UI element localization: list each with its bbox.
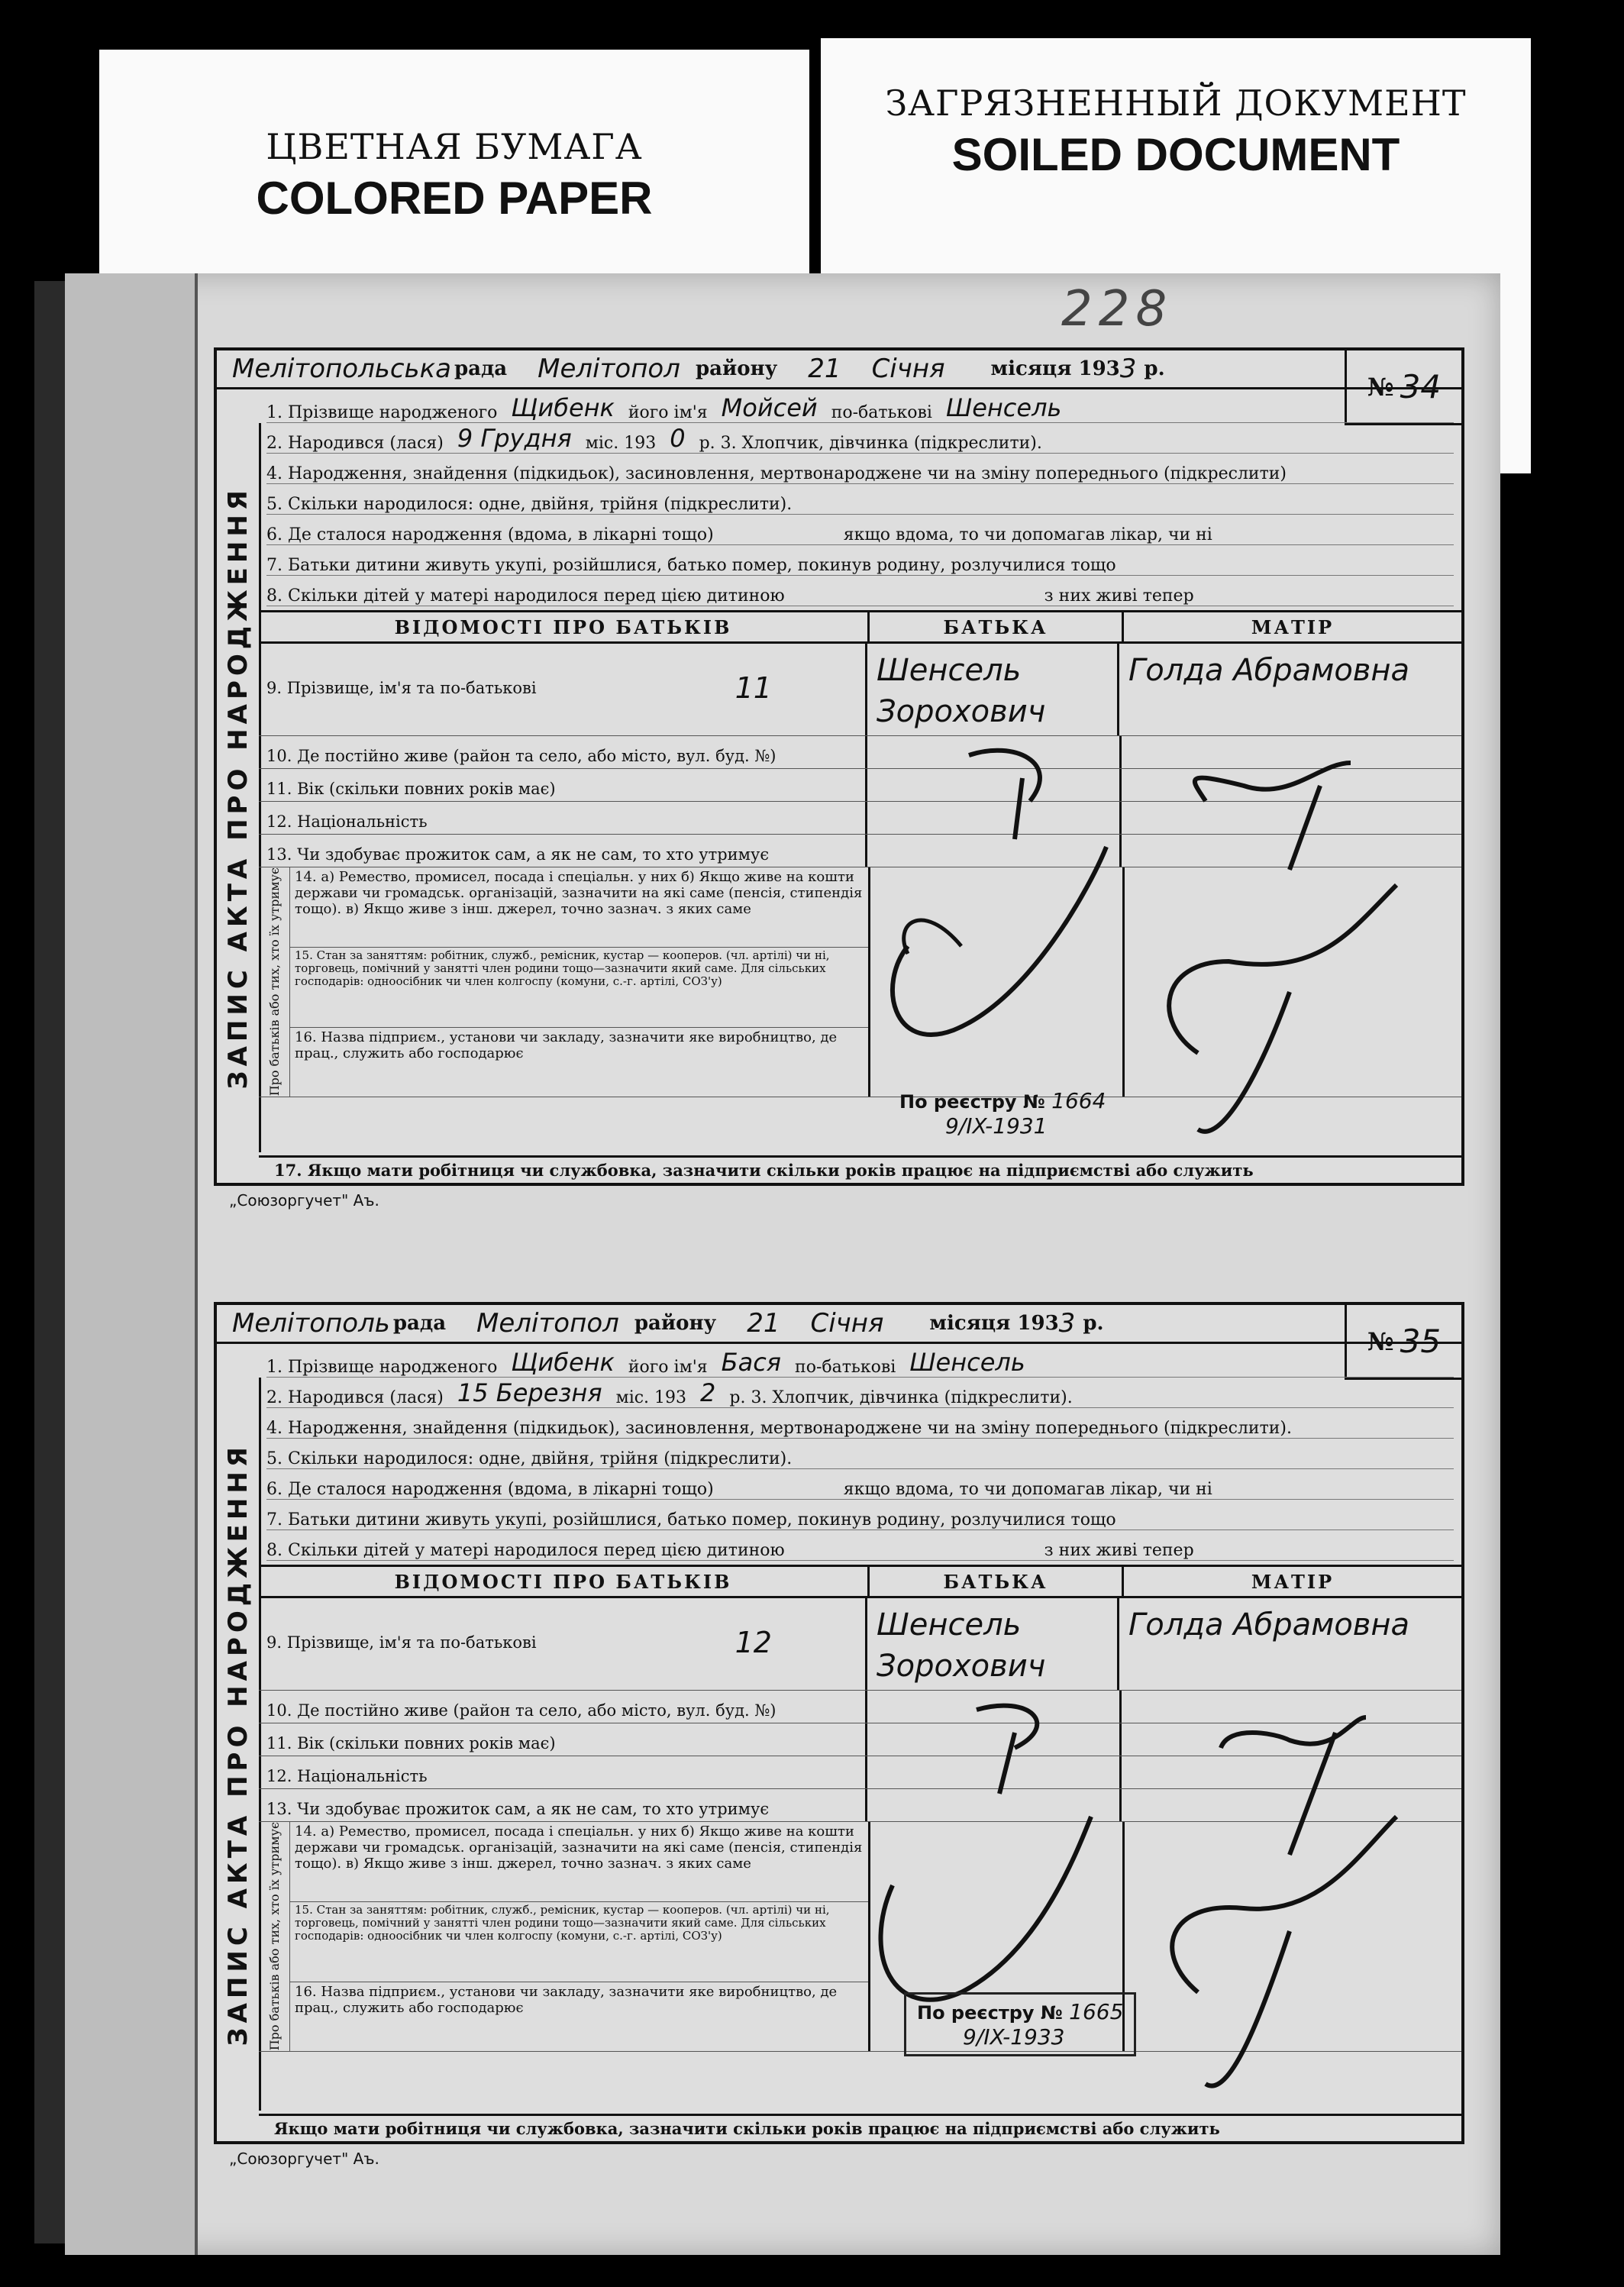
archive-page-number: 228: [1061, 281, 1174, 338]
line-text: міс. 193: [585, 434, 657, 453]
row-label: 10. Де постійно живе (район та село, або місто, вул. буд. №): [259, 1691, 867, 1723]
line-hw: Щибенк: [511, 1348, 615, 1377]
col-header: ВІДОМОСТІ ПРО БАТЬКІВ: [259, 612, 870, 641]
line-1: [266, 392, 1454, 423]
row-15: 15. Стан за заняттям: робітник, служб., ремісник, кустар — кооперов. (чл. артілі) чи ні, торговець, помічний у занятті член родини тощо—зазначити який саме. Для сільських господарів: одноосібник чи член колгоспу (комуни, с.-г. артілі, СОЗ'у): [290, 948, 868, 1028]
line-5: [266, 484, 1454, 515]
subgroup-label: Про батьків або тих, хто їх утримує: [266, 1822, 282, 2051]
record-lines: [266, 392, 1454, 606]
year-suffix: р.: [1083, 1312, 1104, 1335]
line-text: 4. Народження, знайдення (підкидьок), засиновлення, мертвонароджене чи на зміну попереднього (підкреслити): [266, 464, 1287, 483]
line-text: 6. Де сталося народження (вдома, в лікарні тощо): [266, 1480, 714, 1499]
line-text: 4. Народження, знайдення (підкидьок), засиновлення, мертвонароджене чи на зміну попереднього (підкреслити).: [266, 1419, 1292, 1438]
line-hw: Щибенк: [511, 393, 615, 422]
line-text: 7. Батьки дитини живуть укупі, розійшлися, батько помер, покинув родину, розлучилися тощо: [266, 1510, 1116, 1530]
mother-name: Голда Абрамовна: [1128, 1607, 1410, 1643]
row-label: 9. Прізвище, ім'я та по-батькові: [266, 1633, 537, 1652]
form-header: [217, 350, 1461, 389]
col-header: БАТЬКА: [870, 1567, 1124, 1596]
line-2: [266, 423, 1454, 454]
line-7: [266, 545, 1454, 576]
number-label: №: [1367, 372, 1394, 402]
line-4: [266, 1408, 1454, 1439]
side-title: [217, 423, 261, 1152]
stamp-number: 1664: [1051, 1088, 1106, 1113]
row-17: 17. Якщо мати робітниця чи службовка, зазначити скільки років працює на підприємстві або служить: [259, 1155, 1461, 1183]
line-text: 5. Скільки народилося: одне, двійня, трійня (підкреслити).: [266, 1449, 793, 1468]
line-hw: 2: [700, 1378, 716, 1407]
table-header: [259, 612, 1461, 644]
line-text: по-батькові: [795, 1358, 896, 1377]
line-text: якщо вдома, то чи допомагав лікар, чи ні: [843, 525, 1212, 544]
line-text: міс. 193: [615, 1388, 687, 1407]
line-text: р. 3. Хлопчик, дівчинка (підкреслити).: [729, 1388, 1073, 1407]
row-label: 13. Чи здобуває прожиток сам, а як не сам, то хто утримує: [259, 835, 867, 867]
stamp-date: 9/IX-1933: [963, 2024, 1065, 2050]
ditto-scrawl: [862, 1702, 1473, 2130]
line-text: 6. Де сталося народження (вдома, в лікарні тощо): [266, 525, 714, 544]
side-title: [217, 1378, 261, 2111]
district-handwritten: Мелітопол: [476, 1308, 619, 1339]
line-2: [266, 1378, 1454, 1408]
col-header: БАТЬКА: [870, 612, 1124, 641]
col-header: ВІДОМОСТІ ПРО БАТЬКІВ: [259, 1567, 870, 1596]
row-15: 15. Стан за заняттям: робітник, служб., ремісник, кустар — кооперов. (чл. артілі) чи ні, торговець, помічний у занятті член родини тощо—зазначити який саме. Для сільських господарів: одноосібник чи член колгоспу (комуни, с.-г. артілі, СОЗ'у): [290, 1902, 868, 1982]
row-label: 9. Прізвище, ім'я та по-батькові: [266, 679, 537, 697]
rada-label: рада: [392, 1312, 447, 1335]
month-label: місяця 193: [929, 1312, 1059, 1335]
line-text: 1. Прізвище народженого: [266, 403, 498, 422]
label-ru: ЗАГРЯЗНЕННЫЙ ДОКУМЕНТ: [885, 82, 1467, 124]
table-row: [259, 1598, 1461, 1691]
printer-mark: „Союзоргучет" Аъ.: [229, 2150, 379, 2168]
line-text: 1. Прізвище народженого: [266, 1358, 498, 1377]
day-handwritten: 21: [747, 1308, 780, 1339]
row-label: 12. Національність: [259, 802, 867, 834]
row-label: 10. Де постійно живе (район та село, або місто, вул. буд. №): [259, 736, 867, 768]
register-stamp: [904, 1992, 1136, 2056]
line-text: з них живі тепер: [1044, 1541, 1194, 1560]
row-14: 14. а) Ремество, промисел, посада і спеціальн. у них б) Якщо живе на кошти держави чи громадськ. організацій, зазначити на які саме (пенсія, стипендія тощо). в) Якщо живе з інш. джерел, точно зазнач. з яких саме: [290, 867, 868, 948]
line-text: його ім'я: [628, 403, 708, 422]
row-14: 14. а) Ремество, промисел, посада і спеціальн. у них б) Якщо живе на кошти держави чи громадськ. організацій, зазначити на які саме (пенсія, стипендія тощо). в) Якщо живе з інш. джерел, точно зазнач. з яких саме: [290, 1822, 868, 1902]
district-label: району: [695, 357, 778, 380]
stamp-text: По реєстру №: [917, 2002, 1063, 2024]
stamp-number: 1665: [1069, 1999, 1124, 2024]
form-header: [217, 1305, 1461, 1344]
year-handwritten: 3: [1058, 1308, 1076, 1339]
month-handwritten: Січня: [871, 354, 945, 384]
rada-handwritten: Мелітопольська: [232, 354, 451, 384]
line-hw: Шенсель: [909, 1348, 1025, 1377]
row-label: 11. Вік (скільки повних років має): [259, 1723, 867, 1756]
line-hw: Мойсей: [721, 393, 818, 422]
col-header: МАТІР: [1251, 1570, 1335, 1593]
row-hw: 11: [735, 671, 772, 705]
line-8: [266, 576, 1454, 606]
line-text: з них живі тепер: [1044, 586, 1194, 606]
paper-spine: [65, 273, 195, 2255]
row-17: Якщо мати робітниця чи службовка, зазначити скільки років працює на підприємстві або служить: [259, 2114, 1461, 2141]
side-title-text: ЗАПИС АКТА ПРО НАРОДЖЕННЯ: [222, 486, 253, 1090]
table-row: [259, 644, 1461, 736]
number-label: №: [1367, 1326, 1394, 1356]
col-header: МАТІР: [1251, 615, 1335, 638]
register-stamp: [889, 1084, 1116, 1143]
colored-paper-label: [99, 50, 809, 283]
line-text: по-батькові: [831, 403, 932, 422]
year-suffix: р.: [1144, 357, 1165, 380]
birth-record-form-2: [214, 1302, 1464, 2144]
subgroup-label: Про батьків або тих, хто їх утримує: [266, 867, 282, 1097]
line-text: 2. Народився (лася): [266, 1388, 444, 1407]
line-hw: 9 Грудня: [457, 424, 572, 453]
line-text: 7. Батьки дитини живуть укупі, розійшлися, батько помер, покинув родину, розлучилися тощо: [266, 556, 1116, 575]
label-en: SOILED DOCUMENT: [951, 129, 1400, 180]
district-label: району: [634, 1312, 717, 1335]
rada-handwritten: Мелітополь: [232, 1308, 390, 1339]
record-lines: [266, 1347, 1454, 1561]
fold-line: [195, 273, 198, 2255]
row-16: 16. Назва підприєм., установи чи закладу, зазначити яке виробництво, де прац., служить або господарює: [295, 1029, 838, 1061]
record-number: 34: [1400, 368, 1442, 405]
side-title-text: ЗАПИС АКТА ПРО НАРОДЖЕННЯ: [222, 1442, 253, 2046]
rada-label: рада: [454, 357, 508, 380]
line-5: [266, 1439, 1454, 1469]
line-text: якщо вдома, то чи допомагав лікар, чи ні: [843, 1480, 1212, 1499]
row-label: 12. Національність: [259, 1756, 867, 1788]
line-7: [266, 1500, 1454, 1530]
district-handwritten: Мелітопол: [538, 354, 680, 384]
line-6: [266, 1469, 1454, 1500]
record-number: 35: [1400, 1323, 1442, 1360]
stamp-date: 9/IX-1931: [945, 1113, 1048, 1139]
line-text: його ім'я: [628, 1358, 708, 1377]
mother-name: Голда Абрамовна: [1128, 653, 1410, 688]
month-label: місяця 193: [990, 357, 1120, 380]
row-label: 11. Вік (скільки повних років має): [259, 769, 867, 801]
line-text: 5. Скільки народилося: одне, двійня, трійня (підкреслити).: [266, 495, 793, 514]
label-en: COLORED PAPER: [256, 173, 653, 224]
month-handwritten: Січня: [810, 1308, 884, 1339]
day-handwritten: 21: [808, 354, 841, 384]
line-hw: 0: [670, 424, 686, 453]
line-hw: 15 Березня: [457, 1378, 602, 1407]
stamp-text: По реєстру №: [899, 1091, 1045, 1113]
father-name: Шенсель Зорохович: [867, 644, 1119, 735]
line-6: [266, 515, 1454, 545]
line-1: [266, 1347, 1454, 1378]
line-text: р. 3. Хлопчик, дівчинка (підкреслити).: [699, 434, 1042, 453]
line-4: [266, 454, 1454, 484]
table-header: [259, 1567, 1461, 1598]
line-hw: Бася: [721, 1348, 782, 1377]
label-ru: ЦВЕТНАЯ БУМАГА: [266, 126, 643, 167]
year-handwritten: 3: [1119, 354, 1137, 384]
father-name: Шенсель Зорохович: [867, 1598, 1119, 1690]
row-hw: 12: [735, 1626, 772, 1659]
printer-mark: „Союзоргучет" Аъ.: [229, 1191, 379, 1210]
row-16: 16. Назва підприєм., установи чи закладу, зазначити яке виробництво, де прац., служить або господарює: [295, 1984, 838, 2016]
line-text: 8. Скільки дітей у матері народилося перед цією дитиною: [266, 1541, 785, 1560]
line-text: 8. Скільки дітей у матері народилося перед цією дитиною: [266, 586, 785, 606]
line-hw: Шенсель: [945, 393, 1062, 422]
birth-record-form-1: [214, 347, 1464, 1186]
line-text: 2. Народився (лася): [266, 434, 444, 453]
row-label: 13. Чи здобуває прожиток сам, а як не сам, то хто утримує: [259, 1789, 867, 1821]
line-8: [266, 1530, 1454, 1561]
